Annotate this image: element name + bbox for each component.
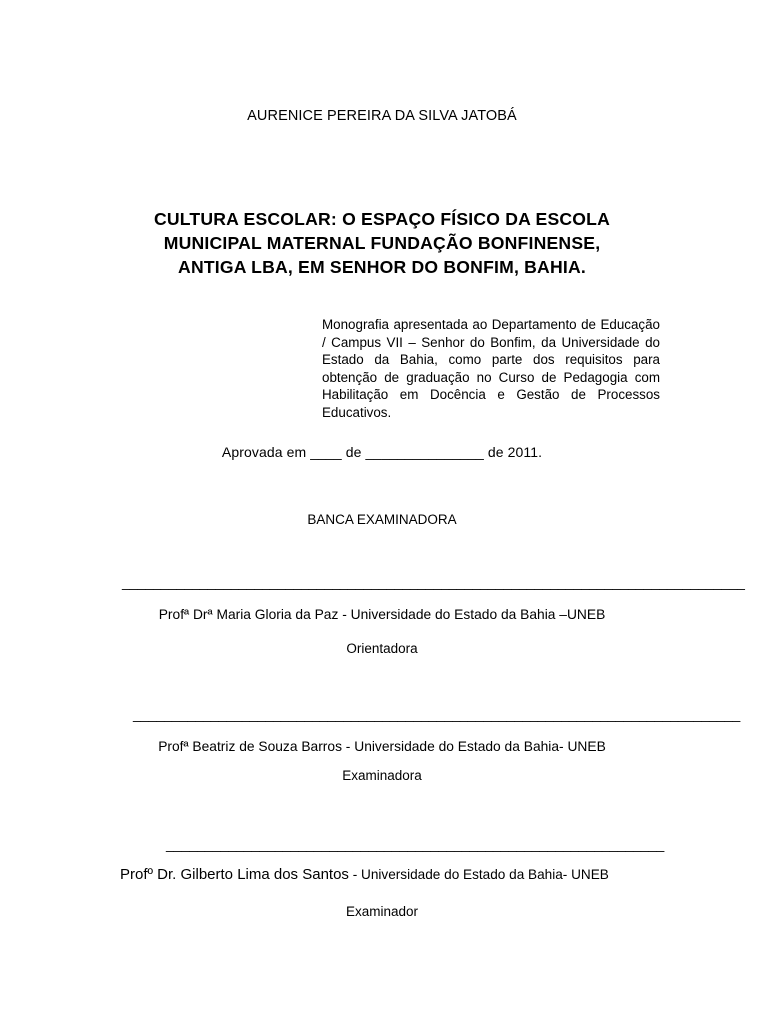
document-title bbox=[0, 207, 764, 279]
examiner-1-role: Examinadora bbox=[342, 768, 422, 783]
examiner-1-name: Profª Beatriz de Souza Barros - Universidade do Estado da Bahia- UNEB bbox=[158, 739, 606, 754]
approval-date-line: Aprovada em ____ de _______________ de 2011. bbox=[221, 444, 543, 460]
title-line-2: MUNICIPAL MATERNAL FUNDAÇÃO BONFINENSE, bbox=[163, 233, 601, 253]
examiner-2-role: Examinador bbox=[345, 904, 419, 919]
advisor-role: Orientadora bbox=[346, 641, 418, 656]
monograph-description: Monografia apresentada ao Departamento de Educação / Campus VII – Senhor do Bonfim, da Universidade do Estado da Bahia, como parte dos requisitos para obtenção de graduação no Curso de Pedagogia com Habilitação em Docência e Gestão de Processos Educativos. bbox=[322, 317, 660, 420]
title-line-1: CULTURA ESCOLAR: O ESPAÇO FÍSICO DA ESCOLA bbox=[153, 209, 611, 229]
advisor-name: Profª Drª Maria Gloria da Paz - Universidade do Estado da Bahia –UNEB bbox=[158, 607, 606, 622]
signature-line-examiner-2: ________________________________________________________________ bbox=[166, 836, 665, 852]
author-name: AURENICE PEREIRA DA SILVA JATOBÁ bbox=[247, 108, 517, 124]
signature-line-advisor: ________________________________________________________________________________ bbox=[122, 574, 745, 590]
signature-line-examiner-1: ______________________________________________________________________________ bbox=[133, 706, 741, 722]
examiner-2-name bbox=[120, 866, 680, 883]
examiner-2-full-name: Dr. Gilberto Lima dos Santos bbox=[153, 866, 349, 883]
examiner-2-institution: - Universidade do Estado da Bahia- UNEB bbox=[348, 867, 609, 882]
examiner-2-title-prefix: Profº bbox=[120, 866, 153, 883]
committee-heading: BANCA EXAMINADORA bbox=[307, 512, 457, 527]
title-line-3: ANTIGA LBA, EM SENHOR DO BONFIM, BAHIA. bbox=[178, 257, 586, 277]
